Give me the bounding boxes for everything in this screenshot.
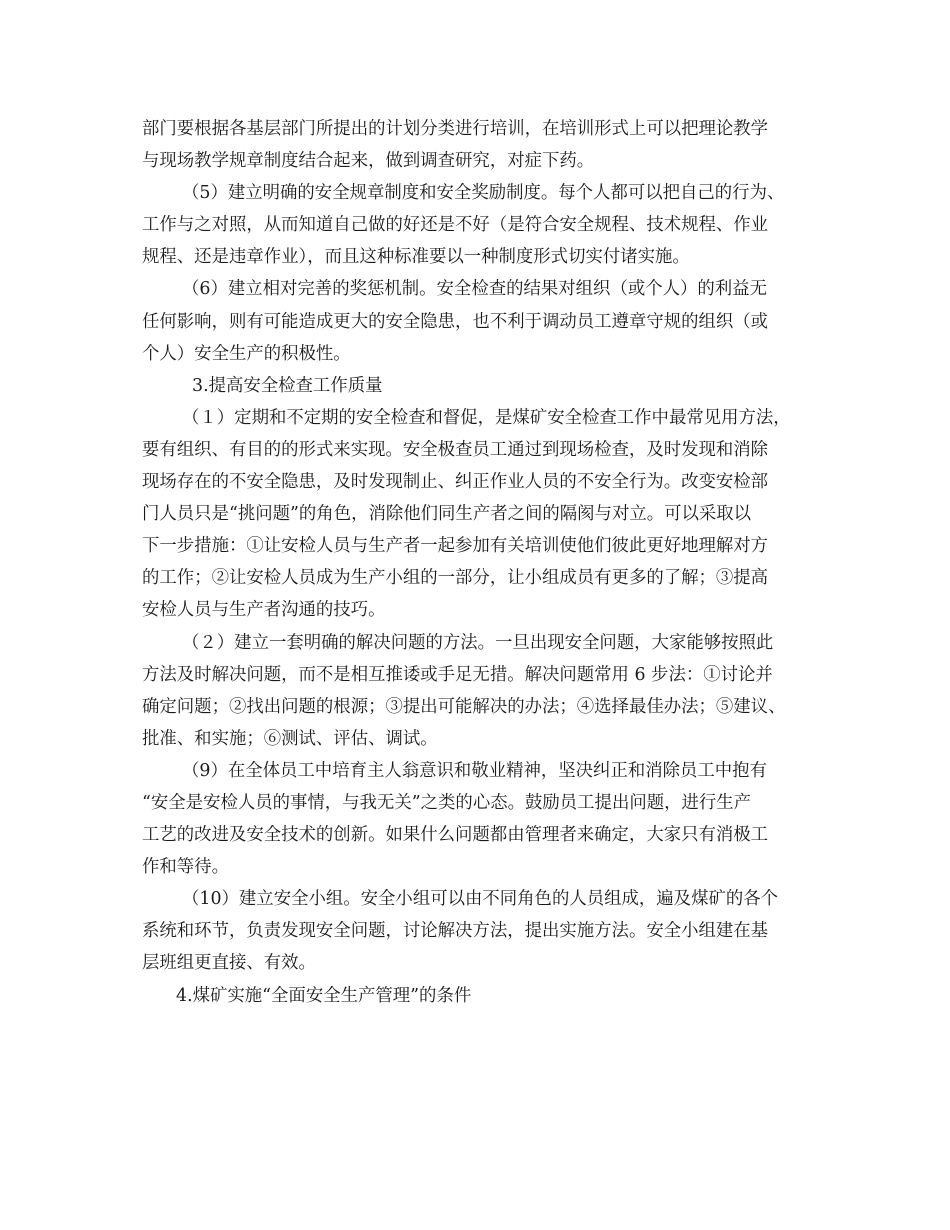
section-heading: 3.提高安全检查工作质量 [192,375,383,396]
paragraph-line: 工艺的改进及安全技术的创新。如果什么问题都由管理者来确定，大家只有消极工 [142,825,769,846]
paragraph-line: 方法及时解决问题，而不是相互推诿或手足无措。解决问题常用 6 步法：①讨论并 [142,664,773,685]
paragraph-line: 批准、和实施；⑥测试、评估、调试。 [142,728,438,749]
paragraph-line: 个人）安全生产的积极性。 [142,343,351,364]
paragraph-line: 作和等待。 [142,857,229,878]
paragraph-line: 安检人员与生产者沟通的技巧。 [142,600,386,621]
paragraph-line: 与现场教学规章制度结合起来，做到调查研究，对症下药。 [142,151,595,172]
paragraph-line: 任何影响，则有可能造成更大的安全隐患，也不利于调动员工遵章守规的组织（或 [142,311,769,332]
paragraph-line: “安全是安检人员的事情，与我无关”之类的心态。鼓励员工提出问题，进行生产 [142,792,752,813]
paragraph-line: （１）定期和不定期的安全检查和督促，是煤矿安全检查工作中最常见用方法， [182,407,791,428]
paragraph-line: （10）建立安全小组。安全小组可以由不同角色的人员组成，遍及煤矿的各个 [182,889,779,910]
paragraph-line: （5）建立明确的安全规章制度和安全奖励制度。每个人都可以把自己的行为、 [182,183,785,204]
paragraph-line: 确定问题；②找出问题的根源；③提出可能解决的办法；④选择最佳办法；⑤建议、 [142,696,786,717]
paragraph-line: 门人员只是“挑问题”的角色，消除他们同生产者之间的隔阂与对立。可以采取以 [142,504,752,525]
paragraph-line: 规程、还是违章作业），而且这种标准要以一种制度形式切实付诸实施。 [142,247,690,268]
paragraph-line: （２）建立一套明确的解决问题的方法。一旦出现安全问题，大家能够按照此 [182,632,774,653]
paragraph-line: 现场存在的不安全隐患，及时发现制止、纠正作业人员的不安全行为。改变安检部 [142,472,769,493]
paragraph-line: 要有组织、有目的的形式来实现。安全极查员工通过到现场检查，及时发现和消除 [142,439,769,460]
paragraph-line: 下一步措施：①让安检人员与生产者一起参加有关培训使他们彼此更好地理解对方 [142,536,769,557]
paragraph-line: 系统和环节，负责发现安全问题，讨论解决方法，提出实施方法。安全小组建在基 [142,921,769,942]
paragraph-line: 工作与之对照，从而知道自己做的好还是不好（是符合安全规程、技术规程、作业 [142,215,769,236]
paragraph-line: 层班组更直接、有效。 [142,953,316,974]
section-heading: 4.煤矿实施“全面安全生产管理”的条件 [176,985,472,1006]
paragraph-line: 的工作；②让安检人员成为生产小组的一部分，让小组成员有更多的了解；③提高 [142,568,769,589]
paragraph-line: （9）在全体员工中培育主人翁意识和敬业精神，坚决纠正和消除员工中抱有 [182,760,767,781]
paragraph-line: 部门要根据各基层部门所提出的计划分类进行培训，在培训形式上可以把理论教学 [142,119,769,139]
document-body [142,113,812,1012]
paragraph-line: （6）建立相对完善的奖惩机制。安全检查的结果对组织（或个人）的利益无 [182,279,767,300]
